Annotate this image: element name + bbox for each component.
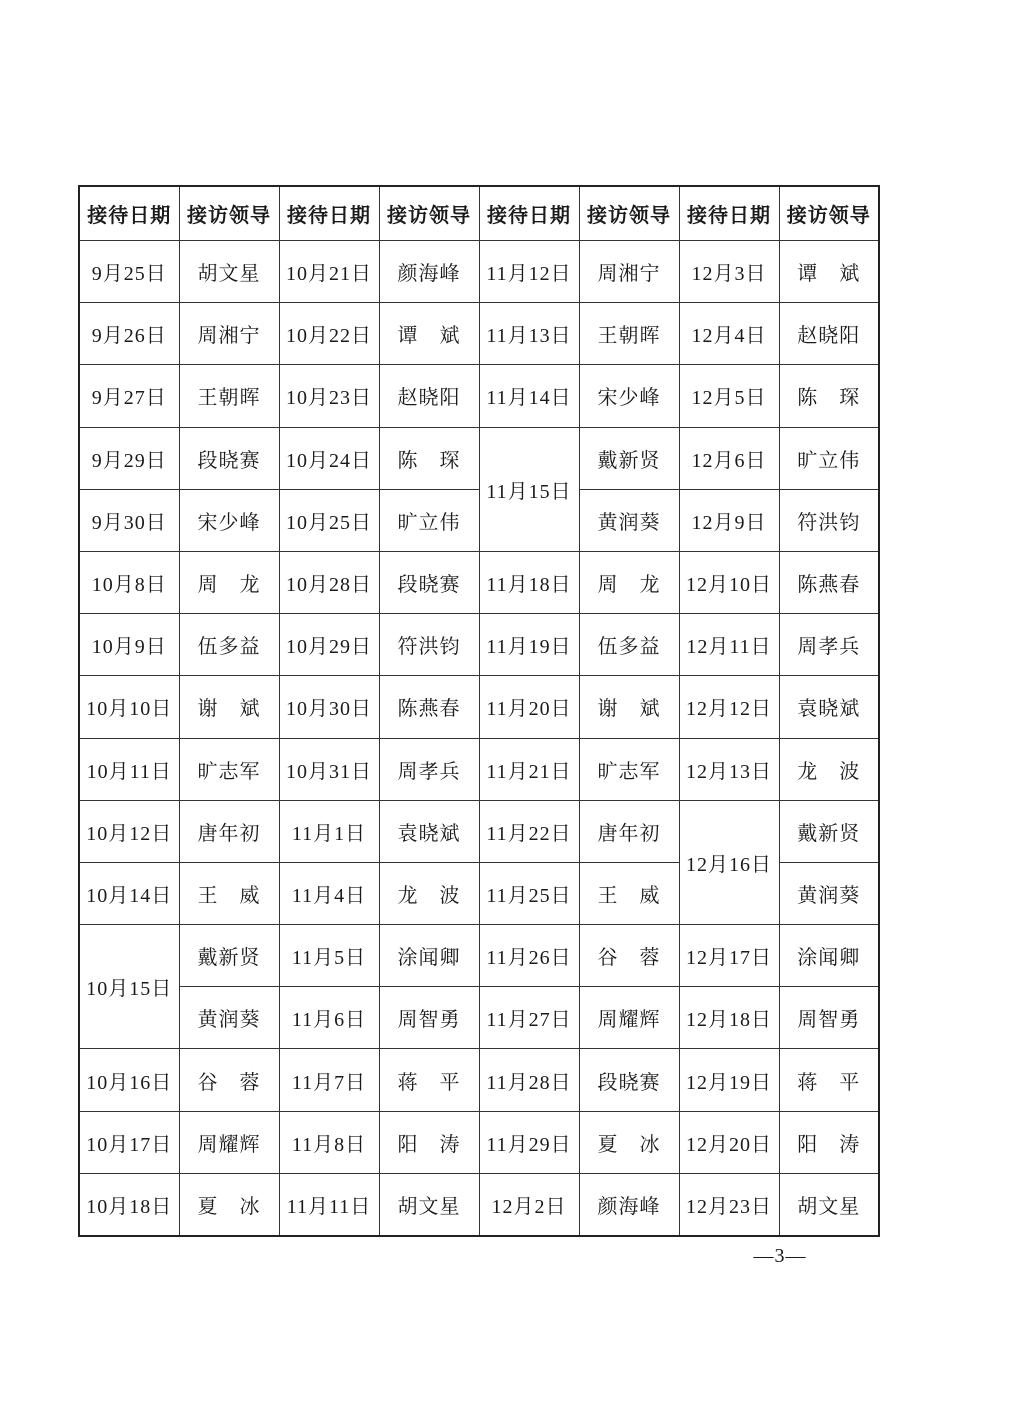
date-cell: 11月18日 [479,551,579,613]
table-row [79,738,879,800]
date-cell: 12月16日 [679,800,779,924]
date-cell: 11月26日 [479,925,579,987]
leader-cell: 周耀辉 [579,987,679,1049]
table-row [79,303,879,365]
leader-cell: 谷 蓉 [579,925,679,987]
leader-cell: 周湘宁 [579,241,679,303]
leader-cell: 伍多益 [579,614,679,676]
table-body [79,241,879,1236]
date-cell: 11月25日 [479,862,579,924]
date-cell: 11月29日 [479,1111,579,1173]
leader-cell: 符洪钧 [379,614,479,676]
leader-cell: 宋少峰 [179,489,279,551]
header-leader: 接访领导 [579,186,679,241]
leader-cell: 涂闻卿 [379,925,479,987]
date-cell: 10月17日 [79,1111,179,1173]
date-cell: 10月28日 [279,551,379,613]
date-cell: 10月18日 [79,1173,179,1235]
date-cell: 11月15日 [479,427,579,551]
leader-cell: 旷立伟 [779,427,879,489]
leader-cell: 陈 琛 [379,427,479,489]
leader-cell: 戴新贤 [779,800,879,862]
table-row [79,1173,879,1235]
table-row [79,676,879,738]
date-cell: 11月12日 [479,241,579,303]
table-row [79,987,879,1049]
date-cell: 10月31日 [279,738,379,800]
date-cell: 12月18日 [679,987,779,1049]
header-date: 接待日期 [679,186,779,241]
leader-cell: 陈燕春 [379,676,479,738]
leader-cell: 赵晓阳 [779,303,879,365]
date-cell: 11月5日 [279,925,379,987]
table-row [79,614,879,676]
leader-cell: 段晓赛 [179,427,279,489]
date-cell: 10月11日 [79,738,179,800]
header-leader: 接访领导 [179,186,279,241]
header-date: 接待日期 [79,186,179,241]
leader-cell: 周湘宁 [179,303,279,365]
date-cell: 10月25日 [279,489,379,551]
date-cell: 12月19日 [679,1049,779,1111]
leader-cell: 周耀辉 [179,1111,279,1173]
date-cell: 10月10日 [79,676,179,738]
date-cell: 10月12日 [79,800,179,862]
leader-cell: 宋少峰 [579,365,679,427]
leader-cell: 黄润葵 [179,987,279,1049]
table-row [79,1049,879,1111]
date-cell: 12月17日 [679,925,779,987]
date-cell: 10月16日 [79,1049,179,1111]
date-cell: 10月22日 [279,303,379,365]
leader-cell: 王 威 [179,862,279,924]
table-row [79,241,879,303]
header-date: 接待日期 [479,186,579,241]
leader-cell: 王朝晖 [579,303,679,365]
date-cell: 11月22日 [479,800,579,862]
table-row [79,1111,879,1173]
date-cell: 10月30日 [279,676,379,738]
leader-cell: 胡文星 [379,1173,479,1235]
date-cell: 9月26日 [79,303,179,365]
date-cell: 11月13日 [479,303,579,365]
leader-cell: 蒋 平 [779,1049,879,1111]
date-cell: 11月11日 [279,1173,379,1235]
leader-cell: 黄润葵 [779,862,879,924]
leader-cell: 旷志军 [579,738,679,800]
leader-cell: 周 龙 [179,551,279,613]
date-cell: 12月5日 [679,365,779,427]
header-date: 接待日期 [279,186,379,241]
date-cell: 11月7日 [279,1049,379,1111]
leader-cell: 陈 琛 [779,365,879,427]
date-cell: 11月28日 [479,1049,579,1111]
leader-cell: 涂闻卿 [779,925,879,987]
date-cell: 10月21日 [279,241,379,303]
leader-cell: 唐年初 [579,800,679,862]
leader-cell: 蒋 平 [379,1049,479,1111]
leader-cell: 阳 涛 [779,1111,879,1173]
header-row [79,186,879,241]
leader-cell: 王朝晖 [179,365,279,427]
leader-cell: 王 威 [579,862,679,924]
leader-cell: 段晓赛 [379,551,479,613]
date-cell: 12月11日 [679,614,779,676]
leader-cell: 戴新贤 [579,427,679,489]
leader-cell: 陈燕春 [779,551,879,613]
leader-cell: 戴新贤 [179,925,279,987]
page-number: —3— [753,1245,807,1267]
date-cell: 10月8日 [79,551,179,613]
reception-schedule-table [78,185,880,1237]
date-cell: 12月9日 [679,489,779,551]
leader-cell: 袁晓斌 [779,676,879,738]
leader-cell: 袁晓斌 [379,800,479,862]
date-cell: 10月29日 [279,614,379,676]
leader-cell: 颜海峰 [379,241,479,303]
leader-cell: 谭 斌 [779,241,879,303]
leader-cell: 阳 涛 [379,1111,479,1173]
date-cell: 11月1日 [279,800,379,862]
leader-cell: 周 龙 [579,551,679,613]
table-row [79,800,879,862]
date-cell: 12月2日 [479,1173,579,1235]
date-cell: 11月20日 [479,676,579,738]
date-cell: 10月15日 [79,925,179,1049]
table-row [79,365,879,427]
date-cell: 9月25日 [79,241,179,303]
leader-cell: 胡文星 [179,241,279,303]
date-cell: 11月8日 [279,1111,379,1173]
date-cell: 10月14日 [79,862,179,924]
date-cell: 12月4日 [679,303,779,365]
table-row [79,427,879,489]
leader-cell: 唐年初 [179,800,279,862]
leader-cell: 谢 斌 [179,676,279,738]
leader-cell: 夏 冰 [179,1173,279,1235]
leader-cell: 颜海峰 [579,1173,679,1235]
table-row [79,925,879,987]
date-cell: 12月23日 [679,1173,779,1235]
header-leader: 接访领导 [779,186,879,241]
leader-cell: 周孝兵 [779,614,879,676]
date-cell: 9月27日 [79,365,179,427]
leader-cell: 黄润葵 [579,489,679,551]
leader-cell: 周智勇 [379,987,479,1049]
leader-cell: 龙 波 [379,862,479,924]
date-cell: 11月27日 [479,987,579,1049]
table-header [79,186,879,241]
leader-cell: 周智勇 [779,987,879,1049]
leader-cell: 伍多益 [179,614,279,676]
leader-cell: 谭 斌 [379,303,479,365]
date-cell: 12月6日 [679,427,779,489]
date-cell: 9月29日 [79,427,179,489]
date-cell: 12月12日 [679,676,779,738]
leader-cell: 旷志军 [179,738,279,800]
date-cell: 11月6日 [279,987,379,1049]
leader-cell: 符洪钧 [779,489,879,551]
date-cell: 12月13日 [679,738,779,800]
date-cell: 12月10日 [679,551,779,613]
date-cell: 10月9日 [79,614,179,676]
leader-cell: 旷立伟 [379,489,479,551]
date-cell: 10月23日 [279,365,379,427]
date-cell: 11月14日 [479,365,579,427]
date-cell: 10月24日 [279,427,379,489]
leader-cell: 胡文星 [779,1173,879,1235]
leader-cell: 段晓赛 [579,1049,679,1111]
leader-cell: 夏 冰 [579,1111,679,1173]
leader-cell: 龙 波 [779,738,879,800]
leader-cell: 谢 斌 [579,676,679,738]
leader-cell: 赵晓阳 [379,365,479,427]
date-cell: 9月30日 [79,489,179,551]
date-cell: 11月21日 [479,738,579,800]
leader-cell: 谷 蓉 [179,1049,279,1111]
date-cell: 11月19日 [479,614,579,676]
date-cell: 12月3日 [679,241,779,303]
date-cell: 11月4日 [279,862,379,924]
header-leader: 接访领导 [379,186,479,241]
table-row [79,551,879,613]
date-cell: 12月20日 [679,1111,779,1173]
leader-cell: 周孝兵 [379,738,479,800]
